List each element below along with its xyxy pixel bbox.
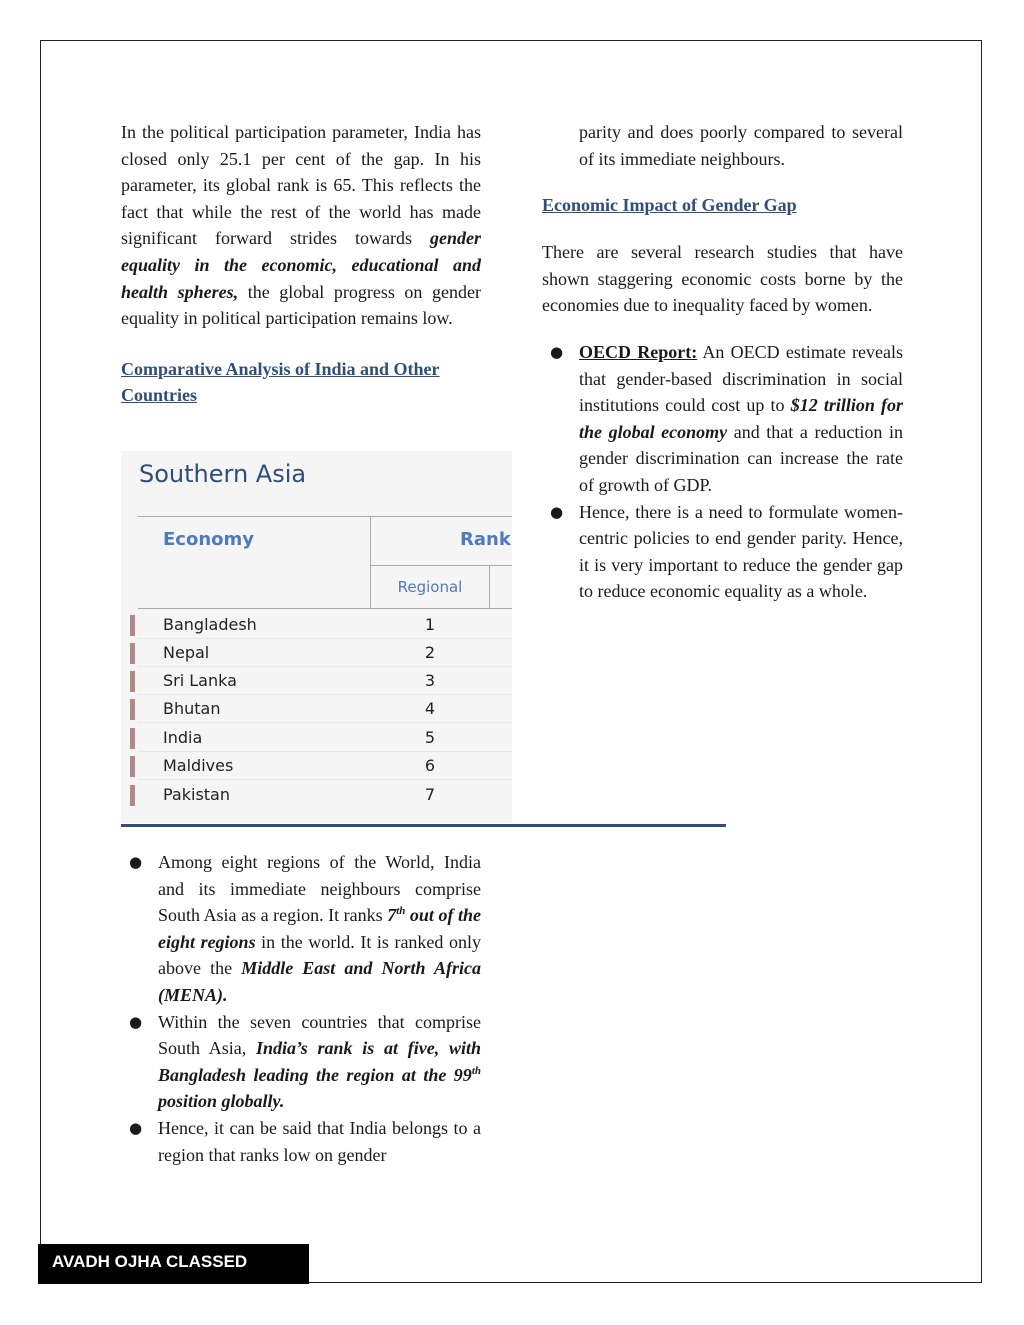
bullet-emphasis: $12 trillion for the global economy [579, 395, 903, 442]
country-name: Pakistan [163, 785, 230, 804]
footer-brand: AVADH OJHA CLASSED [38, 1244, 309, 1284]
bullet-text: Hence, there is a need to formulate women-centric policies to end gender parity. Hence, it is very important to reduce the gender gap to reduce economic equality as a whole. [579, 501, 903, 602]
bullet-text: in the world. It is ranked only above the [158, 931, 481, 979]
oecd-report-label: OECD Report: [579, 341, 698, 362]
economic-impact-heading: Economic Impact of Gender Gap [542, 195, 797, 216]
country-name: Bhutan [163, 699, 221, 718]
table-top-rule [138, 516, 512, 517]
row-marker [130, 671, 135, 692]
southern-asia-table [121, 451, 512, 823]
ordinal-suffix: th [396, 905, 406, 918]
comparative-analysis-heading: Comparative Analysis of India and Other Countries [121, 358, 440, 405]
bullet-icon: ● [550, 342, 564, 361]
economic-impact-paragraph: There are several research studies that have shown staggering economic costs borne by the economies due to inequality faced by women. [542, 242, 903, 316]
section-divider [121, 824, 726, 827]
bullet-text: An OECD estimate reveals that gender-based discrimination in social institutions could cost up to [579, 341, 904, 416]
bullet-text: and that a reduction in gender discrimination can increase the rate of growth of GDP. [579, 421, 904, 495]
table-row [121, 695, 512, 723]
table-row [121, 611, 512, 639]
list-item [542, 499, 903, 605]
country-name: Maldives [163, 756, 234, 775]
row-marker [130, 756, 135, 777]
right-column [542, 119, 903, 605]
table-row [121, 781, 512, 809]
table-row [121, 639, 512, 667]
regional-rank: 6 [424, 756, 436, 775]
table-row [121, 724, 512, 752]
left-column [121, 119, 481, 408]
rank-subheader-rule [370, 565, 512, 566]
economy-header: Economy [163, 529, 255, 550]
bullet-icon: ● [129, 1012, 143, 1031]
row-marker [130, 785, 135, 806]
table-row [121, 752, 512, 780]
row-marker [130, 643, 135, 664]
country-name: Sri Lanka [163, 671, 237, 690]
table-title: Southern Asia [139, 460, 307, 488]
row-separator [138, 722, 512, 723]
regional-rank: 5 [424, 728, 436, 747]
paragraph-text: In the political participation parameter, India has closed only 25.1 per cent of the gap. In his parameter, its global rank is 65. This reflects the fact that while the rest of the world has made significant forward strides towards [121, 122, 481, 249]
left-bullets [121, 849, 481, 1168]
regional-rank: 1 [424, 615, 436, 634]
regional-rank: 7 [424, 785, 436, 804]
paragraph-emphasis: gender equality in the economic, educational and health spheres, [121, 228, 481, 302]
regional-header: Regional [397, 578, 463, 596]
regional-rank: 3 [424, 671, 436, 690]
emphasis-text: India’s rank is at five, with Bangladesh leading the region at the 99 [158, 1038, 481, 1085]
row-marker [130, 615, 135, 636]
political-participation-paragraph [121, 119, 481, 332]
bullet-text: Within the seven countries that comprise South Asia, [158, 1011, 481, 1059]
row-separator [138, 779, 512, 780]
bullet-icon: ● [129, 1118, 143, 1137]
list-item [121, 1009, 481, 1115]
country-name: India [163, 728, 203, 747]
regional-rank: 2 [424, 643, 436, 662]
header-bottom-rule [138, 608, 512, 609]
emphasis-text: out of the eight regions [158, 905, 481, 952]
row-marker [130, 728, 135, 749]
ordinal-suffix: th [471, 1064, 481, 1077]
bullet-icon: ● [550, 502, 564, 521]
rank-number: 7 [387, 905, 397, 926]
bullet-emphasis: Middle East and North Africa (MENA). [158, 958, 481, 1005]
list-item [121, 1115, 481, 1168]
list-item [121, 849, 481, 1009]
bullet-text: Hence, it can be said that India belongs to a region that ranks low on gender [158, 1117, 481, 1165]
country-name: Nepal [163, 643, 210, 662]
country-name: Bangladesh [163, 615, 257, 634]
continued-paragraph: parity and does poorly compared to several of its immediate neighbours. [579, 122, 903, 169]
bullet-text: Among eight regions of the World, India and its immediate neighbours comprise South Asia as a region. It ranks [158, 852, 481, 926]
regional-col-divider [489, 566, 490, 608]
row-marker [130, 699, 135, 720]
paragraph-text: the global progress on gender equality in political participation remains low. [121, 281, 481, 329]
emphasis-text: position globally. [158, 1091, 285, 1112]
rank-header: Rank [460, 529, 511, 550]
bullet-icon: ● [129, 853, 143, 871]
table-row [121, 667, 512, 695]
list-item [542, 339, 903, 499]
regional-rank: 4 [424, 699, 436, 718]
